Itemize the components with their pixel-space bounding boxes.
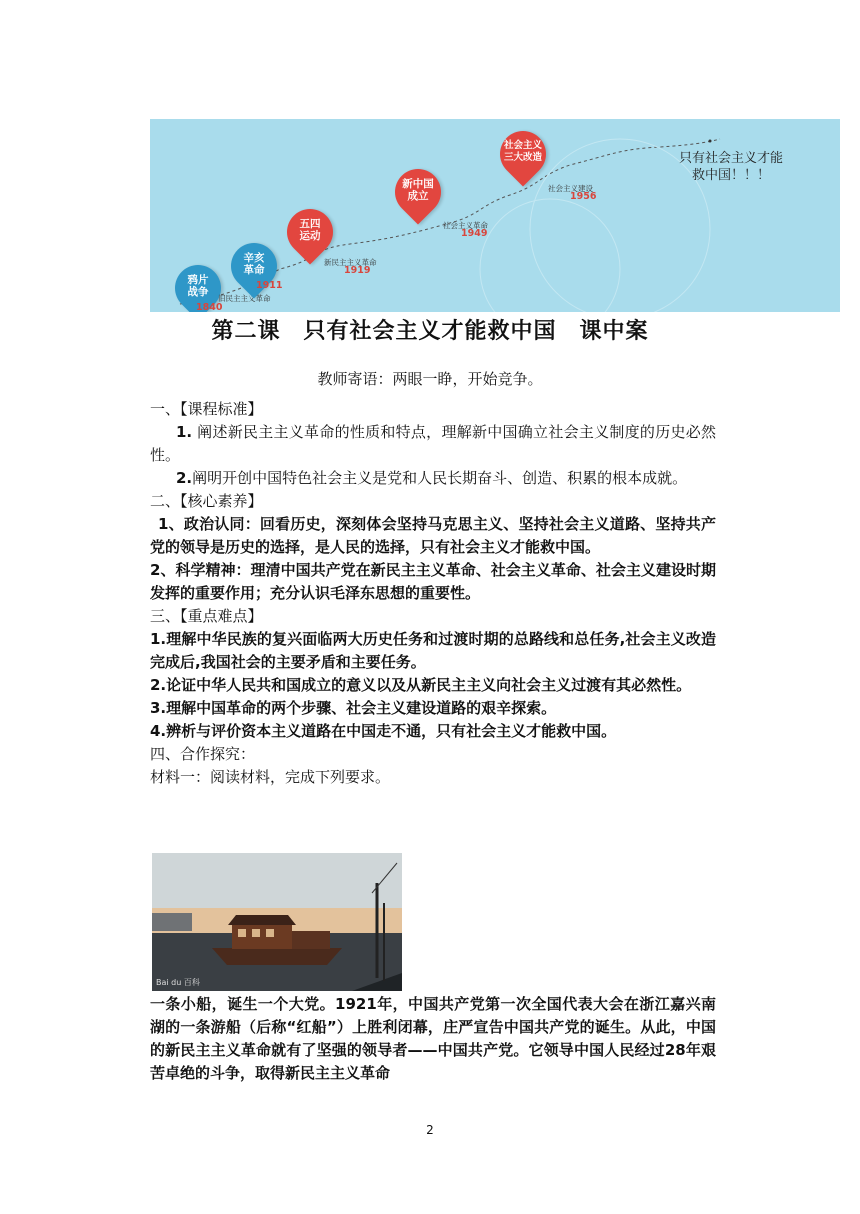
year-label: 1911 [256, 280, 283, 291]
label-line: 辛亥 [243, 252, 265, 264]
section-heading: 一、【课程标准】 [150, 400, 263, 418]
stage-label: 旧民主主义革命 [218, 294, 271, 303]
stage-label: 新民主主义革命 [324, 258, 377, 267]
milestone-label-1919 [280, 218, 340, 242]
label-line: 五四 [299, 218, 321, 230]
page-title: 第二课 只有社会主义才能救中国 课中案 [211, 319, 649, 344]
year-label: 1919 [344, 265, 371, 276]
paragraph: 2、科学精神：理清中国共产党在新民主主义革命、社会主义革命、社会主义建设时期发挥的重要作用；充分认识毛泽东思想的重要性。 [150, 561, 716, 602]
photo-watermark: Bai du 百科 [156, 978, 200, 987]
red-boat-photo [152, 853, 402, 991]
conclusion-line: 救中国！！！ [691, 168, 770, 183]
paragraph [150, 421, 716, 467]
paragraph: 4.辨析与评价资本主义道路在中国走不通，只有社会主义才能救中国。 [150, 722, 617, 740]
section-heading: 三、【重点难点】 [150, 607, 263, 625]
milestone-label-1911 [224, 252, 284, 276]
paragraph-text: 阐述新民主主义革命的性质和特点，理解新中国确立社会主义制度的历史必然性。 [150, 423, 716, 464]
material-prompt: 材料一：阅读材料，完成下列要求。 [150, 768, 391, 786]
paragraph: 1、政治认同：回看历史，深刻体会坚持马克思主义、坚持社会主义道路、坚持共产党的领导是历史的选择，是人民的选择，只有社会主义才能救中国。 [150, 515, 716, 556]
label-line: 社会主义 [503, 140, 542, 151]
main-content [150, 398, 716, 789]
page-number: 2 [426, 1123, 434, 1137]
paragraph [150, 467, 716, 490]
label-line: 新中国 [402, 178, 434, 190]
label-line: 革命 [243, 264, 265, 276]
teacher-motto: 教师寄语：两眼一睁，开始竞争。 [317, 370, 543, 388]
conclusion-line: 只有社会主义才能 [678, 151, 783, 166]
label-line: 鸦片 [187, 274, 209, 286]
label-line: 战争 [187, 286, 209, 298]
year-label: 1949 [461, 228, 488, 239]
label-line: 成立 [407, 190, 429, 202]
timeline-banner [150, 119, 840, 312]
label-line: 运动 [299, 230, 321, 242]
material-paragraph [150, 993, 716, 1085]
timeline-conclusion [666, 150, 796, 184]
label-line: 三大改造 [503, 152, 542, 163]
milestone-label-1956 [493, 140, 553, 164]
paragraph-text: 阐明开创中国特色社会主义是党和人民长期奋斗、创造、积累的根本成就。 [192, 469, 688, 487]
paragraph: 一条小船，诞生一个大党。1921年，中国共产党第一次全国代表大会在浙江嘉兴南湖的一条游船（后称“红船”）上胜利闭幕，庄严宣告中国共产党的诞生。从此，中国的新民主主义革命就有了坚强的领导者——中国共产党。它领导中国人民经过28年艰苦卓绝的斗争，取得新民主主义革命 [150, 995, 716, 1082]
paragraph: 2.论证中华人民共和国成立的意义以及从新民主主义向社会主义过渡有其必然性。 [150, 676, 692, 694]
section-heading: 四、合作探究： [150, 745, 256, 763]
paragraph: 1.理解中华民族的复兴面临两大历史任务和过渡时期的总路线和总任务,社会主义改造完成后,我国社会的主要矛盾和主要任务。 [150, 630, 716, 671]
boat-illustration [152, 853, 402, 991]
year-label: 1956 [570, 191, 597, 202]
stage-label: 社会主义建设 [548, 184, 593, 193]
paragraph: 3.理解中国革命的两个步骤、社会主义建设道路的艰辛探索。 [150, 699, 557, 717]
section-heading: 二、【核心素养】 [150, 492, 263, 510]
item-number: 2. [176, 469, 193, 487]
year-label: 1840 [196, 302, 223, 312]
stage-label: 社会主义革命 [443, 221, 488, 230]
item-number: 1. [176, 423, 193, 441]
milestone-label-1949 [388, 178, 448, 202]
